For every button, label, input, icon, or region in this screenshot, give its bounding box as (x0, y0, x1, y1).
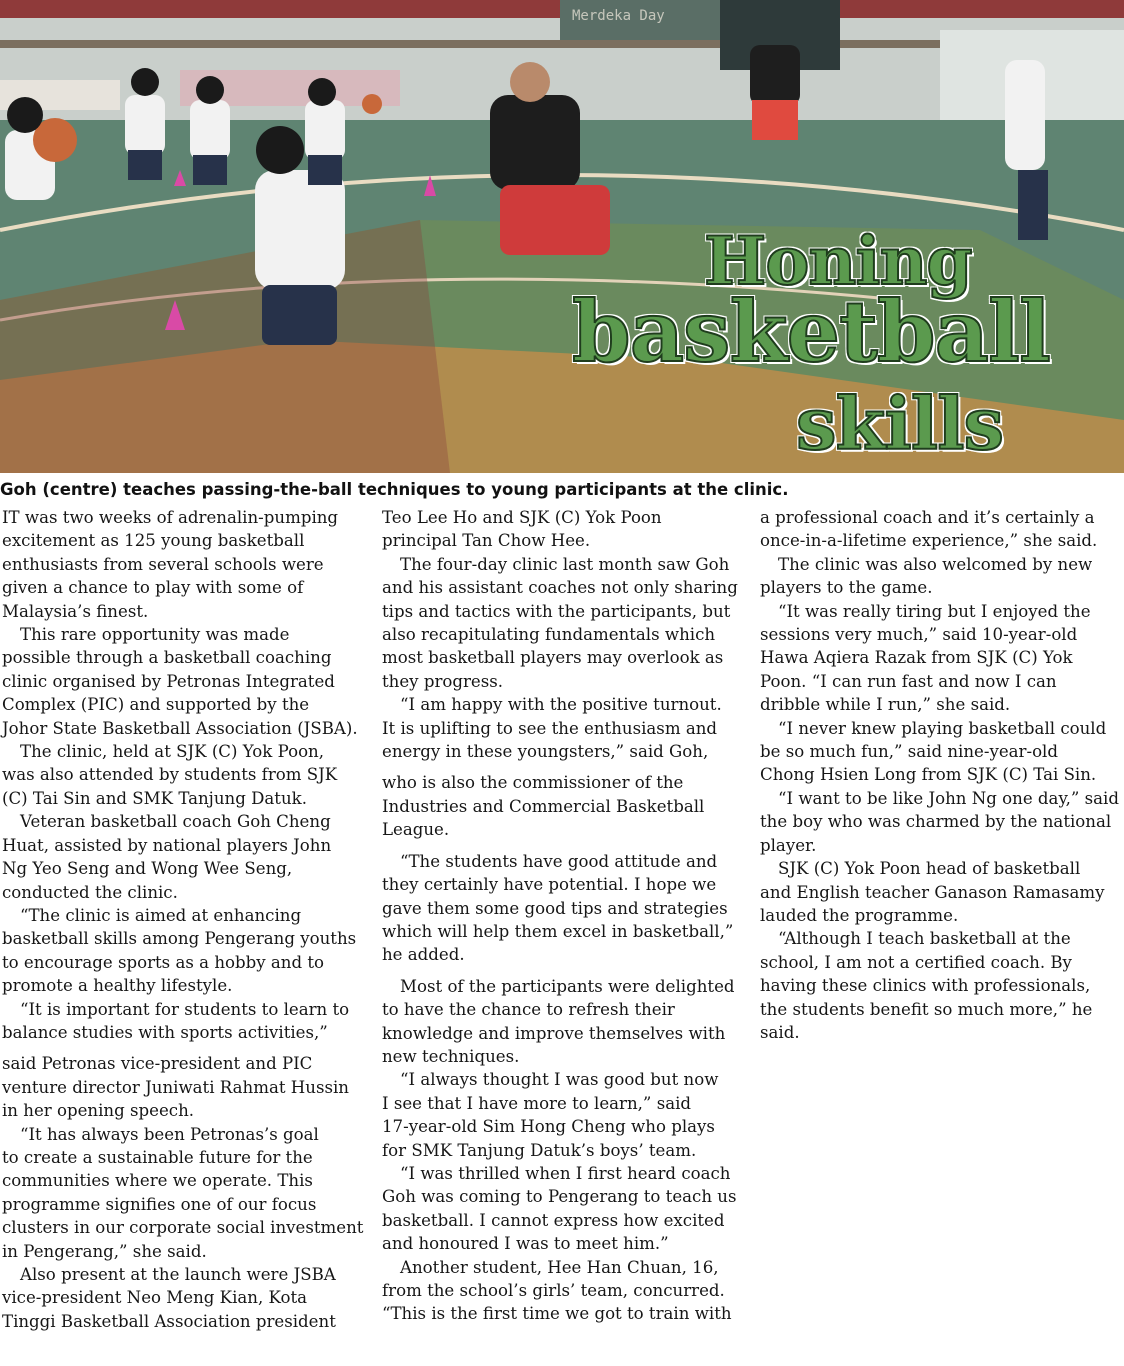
article-line: Chong Hsien Long from SJK (C) Tai Sin. (760, 765, 1097, 785)
article-line: Most of the participants were delighted (400, 976, 735, 996)
article-line: “The clinic is aimed at enhancing (20, 905, 302, 925)
article-line: sessions very much,” said 10-year-old (760, 625, 1078, 645)
column-spacer (382, 842, 754, 850)
article-line: Industries and Commercial Basketball (382, 796, 705, 816)
article-line: venture director Juniwati Rahmat Hussin (2, 1077, 349, 1097)
photo-caption: Goh (centre) teaches passing-the-ball techniques to young participants at the clinic. (0, 480, 789, 499)
article-line: school, I am not a certified coach. By (760, 952, 1072, 972)
article-line: clusters in our corporate social investment (2, 1218, 364, 1238)
headline-line-2: basketball (572, 282, 1050, 381)
article-line: Teo Lee Ho and SJK (C) Yok Poon (382, 508, 662, 527)
article-line: said Petronas vice-president and PIC (2, 1054, 313, 1074)
article-line: given a chance to play with some of (2, 578, 304, 598)
article-line: “It is important for students to learn to (20, 999, 350, 1019)
article-line: “I was thrilled when I first heard coach (400, 1163, 731, 1183)
article-line: “Although I teach basketball at the (778, 929, 1071, 949)
article-line: gave them some good tips and strategies (382, 898, 728, 918)
article-line: he added. (382, 945, 465, 965)
article-line: balance studies with sports activities,” (2, 1022, 328, 1042)
article-line: basketball. I cannot express how excited (382, 1210, 725, 1230)
article-line: Huat, assisted by national players John (2, 835, 332, 855)
article-line: (C) Tai Sin and SMK Tanjung Datuk. (2, 788, 307, 808)
article-line: vice-president Neo Meng Kian, Kota (2, 1288, 308, 1308)
article-line: “It was really tiring but I enjoyed the (778, 601, 1091, 621)
article-line: It is uplifting to see the enthusiasm and (382, 718, 718, 738)
headline-line-1: Honing (704, 222, 972, 300)
article-line: 17-year-old Sim Hong Cheng who plays (382, 1117, 715, 1137)
article-line: The clinic, held at SJK (C) Yok Poon, (20, 742, 325, 762)
article-line: Johor State Basketball Association (JSBA). (2, 718, 358, 738)
article-photo (0, 0, 1124, 473)
article-line: Ng Yeo Seng and Wong Wee Seng, (2, 859, 293, 879)
article-line: who is also the commissioner of the (382, 773, 684, 793)
article-line: The clinic was also welcomed by new (778, 554, 1093, 574)
article-line: a professional coach and it’s certainly a (760, 508, 1095, 527)
article-line: “I want to be like John Ng one day,” said (778, 788, 1119, 808)
article-line: for SMK Tanjung Datuk’s boys’ team. (382, 1140, 697, 1160)
article-line: “I never knew playing basketball could (778, 718, 1107, 738)
article-line: which will help them excel in basketball,” (382, 921, 734, 941)
article-line: Veteran basketball coach Goh Cheng (20, 812, 331, 832)
article-line: This rare opportunity was made (20, 625, 290, 645)
article-line: players to the game. (760, 578, 933, 598)
article-line: once-in-a-lifetime experience,” she said. (760, 531, 1098, 551)
article-line: principal Tan Chow Hee. (382, 531, 591, 551)
headline-line-3: skills (796, 381, 1004, 466)
article-line: Goh was coming to Pengerang to teach us (382, 1187, 737, 1207)
column-spacer (2, 1044, 374, 1052)
article-line: from the school’s girls’ team, concurred. (382, 1281, 725, 1300)
article-line: dribble while I run,” she said. (760, 695, 1011, 715)
article-line: clinic organised by Petronas Integrated (2, 671, 335, 691)
article-line: they certainly have potential. I hope we (382, 875, 717, 895)
article-line: player. (760, 835, 817, 855)
article-line: “I always thought I was good but now (400, 1070, 719, 1090)
article-column-2 (382, 506, 754, 1326)
article-line: promote a healthy lifestyle. (2, 976, 233, 996)
article-line: possible through a basketball coaching (2, 648, 332, 668)
article-line: communities where we operate. This (2, 1171, 313, 1191)
article-line: most basketball players may overlook as (382, 648, 724, 668)
article-line: the students benefit so much more,” he (760, 999, 1093, 1019)
article-line: tips and tactics with the participants, but (382, 601, 731, 621)
article-line: knowledge and improve themselves with (382, 1023, 726, 1043)
article-line: “The students have good attitude and (400, 851, 718, 871)
article-line: having these clinics with professionals, (760, 976, 1091, 996)
article-line: to create a sustainable future for the (2, 1147, 313, 1167)
article-line: Also present at the launch were JSBA (20, 1265, 336, 1284)
article-line: and his assistant coaches not only sharing (382, 578, 738, 598)
article-column-1 (2, 506, 374, 1333)
article-line: Hawa Aqiera Razak from SJK (C) Yok (760, 648, 1073, 668)
article-line: programme signifies one of our focus (2, 1194, 317, 1214)
article-line: Complex (PIC) and supported by the (2, 695, 310, 715)
article-line: said. (760, 1022, 800, 1042)
article-line: and English teacher Ganason Ramasamy (760, 882, 1105, 902)
article-line: conducted the clinic. (2, 882, 178, 902)
article-line: to have the chance to refresh their (382, 1000, 675, 1020)
article-line: to encourage sports as a hobby and to (2, 952, 325, 972)
article-line: and honoured I was to meet him.” (382, 1234, 669, 1254)
article-line: Malaysia’s finest. (2, 601, 149, 621)
article-line: energy in these youngsters,” said Goh, (382, 742, 709, 762)
article-line: enthusiasts from several schools were (2, 554, 324, 574)
article-line: also recapitulating fundamentals which (382, 625, 716, 645)
article-column-3 (760, 506, 1124, 1044)
article-line: be so much fun,” said nine-year-old (760, 742, 1058, 762)
article-line: in her opening speech. (2, 1101, 195, 1121)
article-line: basketball skills among Pengerang youths (2, 929, 357, 949)
article-line: excitement as 125 young basketball (2, 531, 305, 551)
article-line: the boy who was charmed by the national (760, 812, 1112, 832)
article-line: The four-day clinic last month saw Goh (400, 554, 730, 574)
article-line: was also attended by students from SJK (2, 765, 338, 785)
article-line: Tinggi Basketball Association president (2, 1311, 336, 1331)
article-line: IT was two weeks of adrenalin-pumping (2, 508, 339, 527)
article-line: new techniques. (382, 1046, 520, 1066)
article-line: Another student, Hee Han Chuan, 16, (400, 1257, 719, 1277)
article-line: lauded the programme. (760, 905, 959, 925)
column-spacer (382, 763, 754, 771)
article-line: I see that I have more to learn,” said (382, 1093, 692, 1113)
article-line: League. (382, 820, 450, 840)
article-line: “This is the first time we got to train with (382, 1304, 732, 1324)
article-line: Poon. “I can run fast and now I can (760, 671, 1057, 691)
article-line: they progress. (382, 671, 504, 691)
article-line: SJK (C) Yok Poon head of basketball (778, 859, 1081, 879)
article-line: “I am happy with the positive turnout. (400, 695, 722, 715)
banner-text: Merdeka Day (572, 8, 665, 24)
article-line: “It has always been Petronas’s goal (20, 1124, 319, 1144)
column-spacer (382, 967, 754, 975)
article-line: in Pengerang,” she said. (2, 1241, 207, 1261)
